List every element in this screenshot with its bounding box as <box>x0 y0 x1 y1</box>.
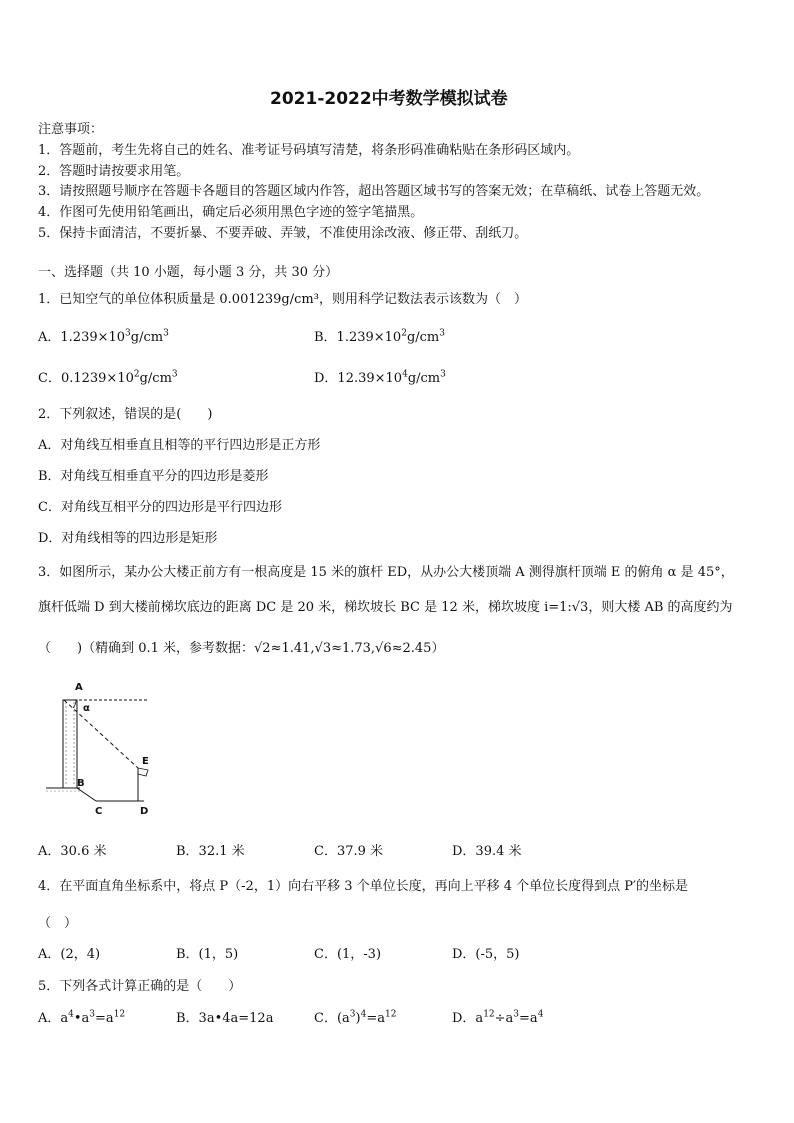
q2-option-d: D．对角线相等的四边形是矩形 <box>38 531 218 546</box>
q5-option-c <box>314 1010 396 1028</box>
notice-item: 3．请按照题号顺序在答题卡各题目的答题区域内作答，超出答题区域书写的答案无效；在草稿纸、试卷上答题无效。 <box>38 184 710 199</box>
q5-stem: 5．下列各式计算正确的是（ ） <box>38 979 242 994</box>
q1-option-c <box>38 370 178 388</box>
exponent: 3 <box>513 1009 520 1020</box>
exponent: 4 <box>68 1009 74 1020</box>
q1-option-a-text: A．1.239×10 <box>38 330 126 345</box>
label-c: C <box>95 806 103 817</box>
q4-option-d: D．(-5，5) <box>452 947 520 962</box>
exponent: 2 <box>401 328 407 339</box>
flag <box>138 768 148 776</box>
text: D．a <box>452 1011 484 1026</box>
exponent: 12 <box>483 1009 495 1020</box>
exponent: 4 <box>360 1009 367 1020</box>
q5-option-b: B．3a•4a=12a <box>176 1011 274 1026</box>
q4-option-a: A．(2，4) <box>38 947 101 962</box>
exponent: 12 <box>113 1009 126 1020</box>
label-a: A <box>75 682 83 693</box>
text: =a <box>95 1011 114 1026</box>
exponent: 3 <box>89 1009 96 1020</box>
q1-option-b-text: B．1.239×10 <box>314 330 402 345</box>
notice-item: 2．答题时请按要求用笔。 <box>38 164 190 179</box>
q5-option-d <box>452 1010 543 1028</box>
unit: g/cm <box>130 330 164 345</box>
q1-option-a <box>38 329 169 347</box>
text: =a <box>519 1011 538 1026</box>
label-alpha: α <box>83 703 90 714</box>
slope-bc <box>77 788 96 801</box>
text: =a <box>366 1011 385 1026</box>
label-d: D <box>140 806 149 817</box>
q1-option-d <box>314 370 446 388</box>
notice-heading: 注意事项： <box>38 122 104 137</box>
building <box>63 700 77 788</box>
unit: g/cm <box>407 371 441 386</box>
exponent: 3 <box>440 369 446 380</box>
exponent: 3 <box>349 1009 356 1020</box>
q3-stem-line1: 3．如图所示，某办公大楼正前方有一根高度是 15 米的旗杆 ED，从办公大楼顶端 A 测得旗杆顶端 E 的俯角 α 是 45°， <box>38 565 734 580</box>
q2-option-a: A．对角线互相垂直且相等的平行四边形是正方形 <box>38 438 321 453</box>
exponent: 4 <box>537 1009 544 1020</box>
exponent: 3 <box>163 328 169 339</box>
q3-option-c: C．37.9 米 <box>314 844 384 859</box>
page-title: 2021-2022中考数学模拟试卷 <box>270 89 508 109</box>
text: C．(a <box>314 1011 350 1026</box>
q2-stem: 2．下列叙述，错误的是( ) <box>38 407 213 422</box>
notice-item: 5．保持卡面清洁，不要折暴、不要弄破、弄皱，不准使用涂改液、修正带、刮纸刀。 <box>38 226 528 241</box>
q1-option-d-text: D．12.39×10 <box>314 371 403 386</box>
text: •a <box>73 1011 90 1026</box>
q3-option-a: A．30.6 米 <box>38 844 107 859</box>
label-e: E <box>142 756 149 767</box>
exponent: 3 <box>171 369 178 380</box>
q3-option-b: B．32.1 米 <box>176 844 245 859</box>
label-b: B <box>77 778 85 789</box>
q3-stem-line2: 旗杆低端 D 到大楼前梯坎底边的距离 DC 是 20 米，梯坎坡长 BC 是 12 米，梯坎坡度 i=1:√3，则大楼 AB 的高度约为 <box>38 600 733 615</box>
text: A．a <box>38 1011 69 1026</box>
q1-option-b <box>314 329 445 347</box>
q4-option-c: C．(1，-3) <box>314 947 382 962</box>
text: ) <box>355 1011 361 1026</box>
q4-option-b: B．(1，5) <box>176 947 239 962</box>
q5-option-a <box>38 1010 125 1028</box>
exponent: 2 <box>133 369 140 380</box>
q3-stem-line3: （ )（精确到 0.1 米，参考数据：√2≈1.41,√3≈1.73,√6≈2.45） <box>38 641 445 656</box>
q2-option-c: C．对角线互相平分的四边形是平行四边形 <box>38 500 282 515</box>
section-heading: 一、选择题（共 10 小题，每小题 3 分，共 30 分） <box>38 265 339 280</box>
exponent: 3 <box>125 328 131 339</box>
q1-option-c-text: C．0.1239×10 <box>38 371 134 386</box>
text: ÷a <box>494 1011 514 1026</box>
unit: g/cm <box>406 330 440 345</box>
q4-stem-paren: （ ） <box>38 916 78 931</box>
q3-option-d: D．39.4 米 <box>452 844 522 859</box>
q4-stem: 4．在平面直角坐标系中，将点 P（-2，1）向右平移 3 个单位长度，再向上平移 4 个单位长度得到点 P′的坐标是 <box>38 879 688 894</box>
q1-stem: 1．已知空气的单位体积质量是 0.001239g/cm³，则用科学记数法表示该数为（ ） <box>38 292 527 307</box>
exponent: 4 <box>402 369 408 380</box>
unit: g/cm <box>139 371 172 386</box>
exponent: 12 <box>384 1009 397 1020</box>
notice-item: 4．作图可先使用铅笔画出，确定后必须用黑色字迹的签字笔描黑。 <box>38 205 424 220</box>
q2-option-b: B．对角线互相垂直平分的四边形是菱形 <box>38 469 269 484</box>
exponent: 3 <box>439 328 445 339</box>
q3-building-figure <box>40 680 170 820</box>
notice-item: 1．答题前，考生先将自己的姓名、准考证号码填写清楚，将条形码准确粘贴在条形码区域内。 <box>38 143 580 158</box>
